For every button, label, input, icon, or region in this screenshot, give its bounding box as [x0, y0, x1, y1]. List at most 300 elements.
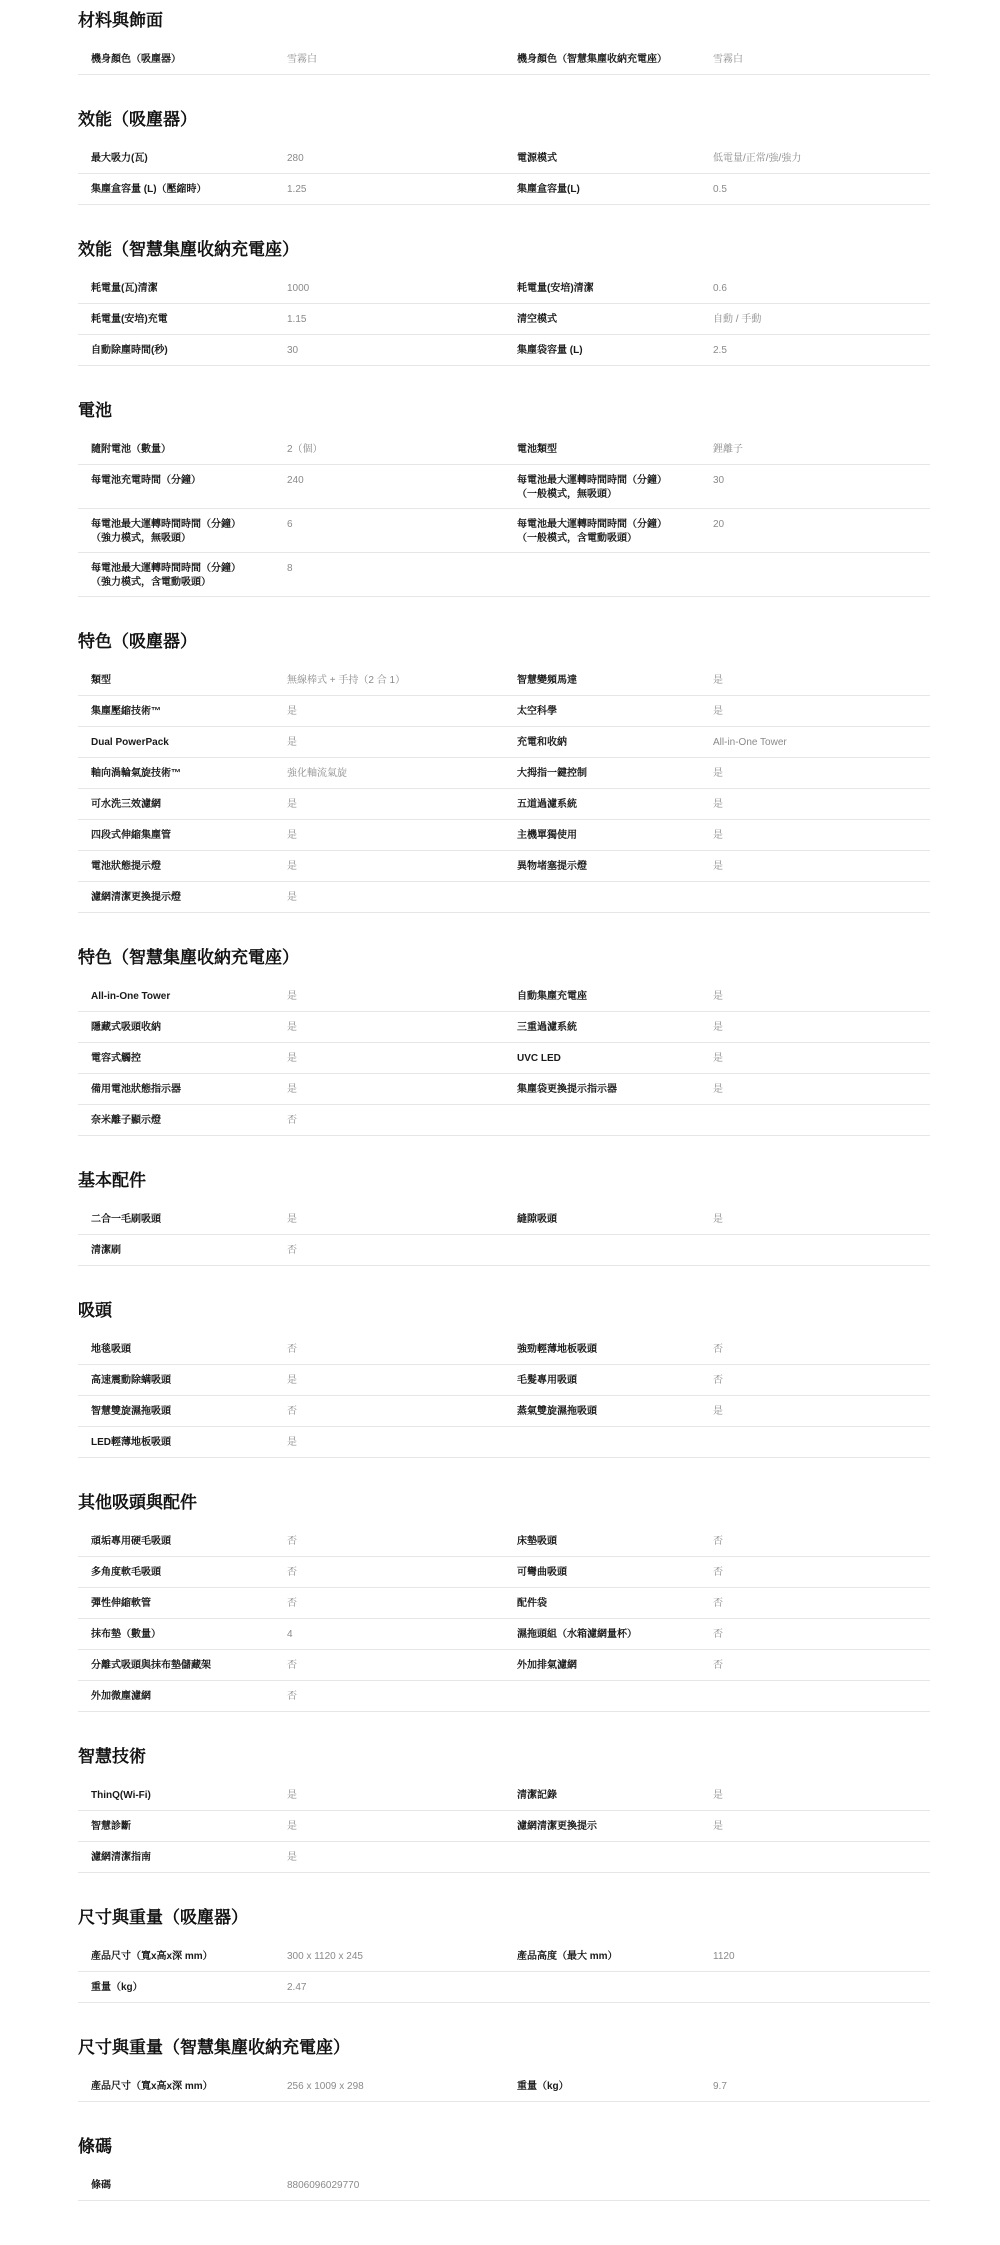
- spec-section: [78, 1903, 930, 2003]
- spec-item: [78, 344, 504, 359]
- spec-label: 五道過濾系統: [517, 799, 577, 810]
- spec-label: 集塵盒容量 (L)（壓縮時）: [91, 184, 207, 195]
- spec-value: 1.25: [287, 184, 307, 195]
- spec-label: 集塵盒容量(L): [517, 184, 580, 195]
- spec-item: [504, 53, 930, 68]
- spec-label: All-in-One Tower: [91, 991, 171, 1002]
- spec-item: [504, 1083, 930, 1098]
- spec-value: 是: [287, 1821, 297, 1832]
- spec-label: 條碼: [91, 2180, 111, 2191]
- spec-item: [504, 474, 930, 502]
- spec-value: 是: [713, 1790, 723, 1801]
- spec-row: [78, 434, 930, 465]
- spec-value: 否: [287, 1245, 297, 1256]
- spec-value: 是: [287, 830, 297, 841]
- spec-row: [78, 696, 930, 727]
- spec-label: 自動集塵充電座: [517, 991, 587, 1002]
- spec-value: 是: [287, 799, 297, 810]
- spec-label: 智慧變頻馬達: [517, 675, 577, 686]
- spec-label: 異物堵塞提示燈: [517, 861, 587, 872]
- spec-item: [78, 1950, 504, 1965]
- spec-value: 是: [713, 1053, 723, 1064]
- spec-item: [504, 562, 930, 590]
- section-title: 電池: [78, 401, 112, 420]
- spec-item: [78, 443, 504, 458]
- spec-value: 4: [287, 1629, 293, 1640]
- spec-value: 是: [713, 861, 723, 872]
- spec-label: 清潔記錄: [517, 1790, 557, 1801]
- spec-value: 是: [713, 1406, 723, 1417]
- spec-value: 1.15: [287, 314, 307, 325]
- spec-value: 是: [713, 991, 723, 1002]
- spec-label: 隨附電池（數量）: [91, 444, 171, 455]
- spec-value: 是: [713, 799, 723, 810]
- spec-row: [78, 981, 930, 1012]
- spec-item: [504, 1374, 930, 1389]
- spec-item: [504, 2179, 930, 2194]
- spec-label: [504, 1981, 713, 1996]
- spec-value: 是: [713, 768, 723, 779]
- spec-section: [78, 2132, 930, 2201]
- spec-row: [78, 1334, 930, 1365]
- spec-value: 否: [287, 1536, 297, 1547]
- spec-item: [504, 674, 930, 689]
- spec-item: [78, 829, 504, 844]
- spec-item: [504, 2080, 930, 2095]
- spec-item: [78, 313, 504, 328]
- spec-item: [78, 1213, 504, 1228]
- spec-item: [78, 1374, 504, 1389]
- spec-section: [78, 396, 930, 597]
- spec-value: 否: [287, 1344, 297, 1355]
- section-title: 吸頭: [78, 1301, 112, 1320]
- spec-item: [78, 518, 504, 546]
- spec-label: 每電池最大運轉時間時間（分鐘） （強力模式，無吸頭）: [91, 519, 241, 544]
- spec-item: [78, 1851, 504, 1866]
- spec-item: [504, 767, 930, 782]
- spec-label: 機身顏色（吸塵器）: [91, 54, 181, 65]
- spec-label: 清潔刷: [91, 1245, 121, 1256]
- spec-label: 機身顏色（智慧集塵收納充電座）: [517, 54, 667, 65]
- spec-value: 是: [287, 1375, 297, 1386]
- spec-value: 30: [713, 475, 725, 486]
- spec-label: 三重過濾系統: [517, 1022, 577, 1033]
- spec-row: [78, 273, 930, 304]
- spec-label: ThinQ(Wi-Fi): [91, 1790, 151, 1801]
- spec-label: 外加排氣濾網: [517, 1660, 577, 1671]
- spec-section: [78, 943, 930, 1136]
- spec-row: [78, 44, 930, 75]
- spec-value: 是: [713, 830, 723, 841]
- spec-row: [78, 553, 930, 597]
- spec-value: 低電量/正常/強/強力: [713, 153, 802, 164]
- section-title: 效能（吸塵器）: [78, 110, 197, 129]
- spec-row: [78, 1427, 930, 1458]
- spec-label: 重量（kg）: [91, 1982, 143, 1993]
- spec-value: 否: [713, 1660, 723, 1671]
- spec-label: 分離式吸頭與抹布墊儲藏架: [91, 1660, 211, 1671]
- spec-section: [78, 2033, 930, 2102]
- spec-value: 否: [713, 1536, 723, 1547]
- spec-row: [78, 1526, 930, 1557]
- spec-label: 清空模式: [517, 314, 557, 325]
- spec-item: [504, 1052, 930, 1067]
- spec-value: 20: [713, 519, 725, 530]
- spec-value: 0.6: [713, 283, 727, 294]
- spec-label: UVC LED: [517, 1053, 561, 1064]
- spec-row: [78, 820, 930, 851]
- spec-value: 是: [287, 861, 297, 872]
- spec-item: [504, 282, 930, 297]
- spec-label: 大拇指一鍵控制: [517, 768, 587, 779]
- spec-label: 濾網清潔更換提示: [517, 1821, 597, 1832]
- spec-item: [504, 1597, 930, 1612]
- spec-value: 是: [287, 1852, 297, 1863]
- spec-value: 是: [287, 991, 297, 1002]
- spec-value: 否: [287, 1660, 297, 1671]
- spec-section: [78, 1742, 930, 1873]
- spec-item: [78, 891, 504, 906]
- spec-label: 備用電池狀態指示器: [91, 1084, 181, 1095]
- spec-value: 是: [713, 675, 723, 686]
- spec-item: [78, 990, 504, 1005]
- spec-value: 是: [713, 1214, 723, 1225]
- spec-value: 否: [287, 1598, 297, 1609]
- spec-item: [78, 1659, 504, 1674]
- spec-table: [78, 1334, 930, 1458]
- spec-row: [78, 335, 930, 366]
- spec-label: 太空科學: [517, 706, 557, 717]
- spec-label: 重量（kg）: [517, 2081, 569, 2092]
- spec-item: [504, 1659, 930, 1674]
- spec-label: 地毯吸頭: [91, 1344, 131, 1355]
- spec-item: [78, 1436, 504, 1451]
- spec-value: 是: [287, 706, 297, 717]
- spec-row: [78, 304, 930, 335]
- spec-row: [78, 1074, 930, 1105]
- spec-label: 軸向渦輪氣旋技術™: [91, 768, 181, 779]
- spec-value: All-in-One Tower: [713, 737, 787, 748]
- spec-row: [78, 143, 930, 174]
- spec-item: [504, 1820, 930, 1835]
- section-title: 條碼: [78, 2137, 112, 2156]
- spec-item: [78, 798, 504, 813]
- spec-row: [78, 2071, 930, 2102]
- spec-item: [504, 518, 930, 546]
- spec-page: [0, 6, 1000, 2201]
- spec-row: [78, 2170, 930, 2201]
- spec-row: [78, 1842, 930, 1873]
- spec-label: 四段式伸縮集塵管: [91, 830, 171, 841]
- spec-value: 否: [713, 1629, 723, 1640]
- spec-item: [78, 1083, 504, 1098]
- section-title: 特色（智慧集塵收納充電座）: [78, 948, 299, 967]
- spec-value: 是: [287, 892, 297, 903]
- spec-item: [78, 53, 504, 68]
- spec-value: 1120: [713, 1951, 735, 1962]
- spec-item: [78, 1052, 504, 1067]
- spec-value: 是: [287, 1790, 297, 1801]
- spec-label: LED輕薄地板吸頭: [91, 1437, 171, 1448]
- spec-label: [504, 562, 713, 590]
- spec-label: 強勁輕薄地板吸頭: [517, 1344, 597, 1355]
- spec-row: [78, 1043, 930, 1074]
- spec-label: 隱藏式吸頭收納: [91, 1022, 161, 1033]
- spec-value: 是: [287, 1214, 297, 1225]
- spec-value: 否: [287, 1406, 297, 1417]
- spec-value: 雪霧白: [287, 54, 317, 65]
- spec-item: [504, 152, 930, 167]
- spec-row: [78, 1811, 930, 1842]
- spec-item: [78, 1597, 504, 1612]
- spec-value: 是: [713, 1022, 723, 1033]
- spec-item: [78, 152, 504, 167]
- spec-item: [504, 1566, 930, 1581]
- spec-value: 是: [713, 1821, 723, 1832]
- spec-section: [78, 627, 930, 913]
- spec-value: 否: [713, 1567, 723, 1578]
- spec-row: [78, 1396, 930, 1427]
- spec-table: [78, 2071, 930, 2102]
- spec-item: [504, 1405, 930, 1420]
- spec-section: [78, 1488, 930, 1712]
- spec-value: 240: [287, 475, 304, 486]
- spec-label: 集塵袋更換提示指示器: [517, 1084, 617, 1095]
- spec-label: 抹布墊（數量）: [91, 1629, 161, 1640]
- spec-value: 8: [287, 563, 293, 574]
- spec-item: [504, 1436, 930, 1451]
- spec-label: 每電池最大運轉時間時間（分鐘） （強力模式，含電動吸頭）: [91, 563, 241, 588]
- section-title: 尺寸與重量（智慧集塵收納充電座）: [78, 2038, 350, 2057]
- spec-row: [78, 1105, 930, 1136]
- spec-item: [504, 1114, 930, 1129]
- spec-item: [504, 829, 930, 844]
- spec-label: 毛髮專用吸頭: [517, 1375, 577, 1386]
- spec-item: [78, 562, 504, 590]
- spec-value: 強化軸流氣旋: [287, 768, 347, 779]
- spec-label: 主機單獨使用: [517, 830, 577, 841]
- spec-item: [78, 1021, 504, 1036]
- spec-item: [78, 1820, 504, 1835]
- spec-label: 外加微塵濾網: [91, 1691, 151, 1702]
- spec-value: 2.5: [713, 345, 727, 356]
- spec-row: [78, 665, 930, 696]
- spec-value: 鋰離子: [713, 444, 743, 455]
- spec-item: [78, 705, 504, 720]
- spec-value: 是: [713, 706, 723, 717]
- spec-item: [504, 990, 930, 1005]
- spec-label: 可水洗三效濾網: [91, 799, 161, 810]
- spec-table: [78, 44, 930, 75]
- spec-table: [78, 2170, 930, 2201]
- spec-label: 自動除塵時間(秒): [91, 345, 168, 356]
- spec-value: 280: [287, 153, 304, 164]
- spec-label: [504, 1114, 713, 1129]
- spec-section: [78, 235, 930, 366]
- spec-item: [78, 1244, 504, 1259]
- spec-row: [78, 1780, 930, 1811]
- spec-label: 縫隙吸頭: [517, 1214, 557, 1225]
- spec-item: [504, 1789, 930, 1804]
- spec-table: [78, 143, 930, 205]
- spec-item: [78, 1114, 504, 1129]
- spec-label: 多角度軟毛吸頭: [91, 1567, 161, 1578]
- spec-item: [78, 674, 504, 689]
- spec-value: 無線棒式 + 手持（2 合 1）: [287, 675, 406, 686]
- spec-label: [504, 1690, 713, 1705]
- spec-label: 濾網清潔指南: [91, 1852, 151, 1863]
- spec-row: [78, 789, 930, 820]
- spec-item: [78, 1343, 504, 1358]
- spec-item: [504, 1213, 930, 1228]
- spec-row: [78, 1619, 930, 1650]
- spec-item: [78, 474, 504, 502]
- section-title: 其他吸頭與配件: [78, 1493, 197, 1512]
- spec-item: [78, 1535, 504, 1550]
- spec-item: [78, 860, 504, 875]
- spec-item: [504, 1981, 930, 1996]
- spec-label: 頑垢專用硬毛吸頭: [91, 1536, 171, 1547]
- spec-label: [504, 2179, 713, 2194]
- spec-section: [78, 6, 930, 75]
- spec-label: 蒸氣雙旋濕拖吸頭: [517, 1406, 597, 1417]
- spec-item: [504, 1628, 930, 1643]
- spec-row: [78, 1204, 930, 1235]
- spec-label: 每電池充電時間（分鐘）: [91, 475, 201, 486]
- section-title: 尺寸與重量（吸塵器）: [78, 1908, 248, 1927]
- spec-section: [78, 1296, 930, 1458]
- spec-table: [78, 1204, 930, 1266]
- spec-label: 可彎曲吸頭: [517, 1567, 567, 1578]
- spec-item: [504, 1950, 930, 1965]
- spec-item: [504, 344, 930, 359]
- spec-table: [78, 434, 930, 597]
- spec-label: 最大吸力(瓦): [91, 153, 148, 164]
- spec-label: [504, 1244, 713, 1259]
- spec-label: 彈性伸縮軟管: [91, 1598, 151, 1609]
- spec-value: 否: [287, 1115, 297, 1126]
- spec-value: 是: [287, 1437, 297, 1448]
- spec-value: 否: [287, 1567, 297, 1578]
- spec-item: [78, 767, 504, 782]
- spec-item: [504, 1244, 930, 1259]
- spec-section: [78, 105, 930, 205]
- spec-item: [504, 313, 930, 328]
- spec-label: 產品尺寸（寬x高x深 mm）: [91, 2081, 213, 2092]
- spec-value: 300 x 1120 x 245: [287, 1951, 363, 1962]
- spec-label: 二合一毛刷吸頭: [91, 1214, 161, 1225]
- spec-row: [78, 1972, 930, 2003]
- spec-item: [504, 1690, 930, 1705]
- spec-label: Dual PowerPack: [91, 737, 169, 748]
- spec-item: [504, 1535, 930, 1550]
- spec-row: [78, 758, 930, 789]
- spec-label: 電容式觸控: [91, 1053, 141, 1064]
- spec-item: [78, 2179, 504, 2194]
- spec-label: [504, 1436, 713, 1451]
- spec-value: 2（個）: [287, 444, 323, 455]
- spec-label: 充電和收納: [517, 737, 567, 748]
- spec-item: [78, 183, 504, 198]
- spec-row: [78, 1557, 930, 1588]
- spec-item: [78, 1981, 504, 1996]
- spec-value: 1000: [287, 283, 310, 294]
- spec-value: 是: [287, 737, 297, 748]
- spec-item: [78, 282, 504, 297]
- spec-item: [504, 1343, 930, 1358]
- spec-item: [78, 2080, 504, 2095]
- spec-row: [78, 1235, 930, 1266]
- spec-label: 高速震動除螨吸頭: [91, 1375, 171, 1386]
- spec-value: 是: [713, 1084, 723, 1095]
- spec-item: [504, 891, 930, 906]
- section-title: 效能（智慧集塵收納充電座）: [78, 240, 299, 259]
- spec-label: 耗電量(安培)充電: [91, 314, 168, 325]
- spec-table: [78, 1780, 930, 1873]
- spec-label: 每電池最大運轉時間時間（分鐘） （一般模式，含電動吸頭）: [517, 519, 667, 544]
- spec-table: [78, 1526, 930, 1712]
- spec-item: [504, 736, 930, 751]
- spec-table: [78, 1941, 930, 2003]
- spec-row: [78, 1012, 930, 1043]
- spec-label: 耗電量(安培)清潔: [517, 283, 594, 294]
- spec-value: 6: [287, 519, 293, 530]
- spec-item: [78, 1690, 504, 1705]
- spec-label: 產品高度（最大 mm）: [517, 1951, 618, 1962]
- spec-item: [504, 443, 930, 458]
- spec-row: [78, 465, 930, 509]
- spec-row: [78, 1650, 930, 1681]
- spec-value: 否: [713, 1344, 723, 1355]
- spec-table: [78, 665, 930, 913]
- spec-label: 智慧診斷: [91, 1821, 131, 1832]
- spec-value: 256 x 1009 x 298: [287, 2081, 364, 2092]
- spec-item: [78, 1405, 504, 1420]
- spec-value: 9.7: [713, 2081, 727, 2092]
- spec-label: [504, 1851, 713, 1866]
- spec-table: [78, 273, 930, 366]
- spec-label: 產品尺寸（寬x高x深 mm）: [91, 1951, 213, 1962]
- spec-label: 耗電量(瓦)清潔: [91, 283, 158, 294]
- spec-section: [78, 1166, 930, 1266]
- spec-label: 床墊吸頭: [517, 1536, 557, 1547]
- spec-item: [78, 1789, 504, 1804]
- spec-item: [504, 1851, 930, 1866]
- spec-row: [78, 1681, 930, 1712]
- spec-label: 電池類型: [517, 444, 557, 455]
- spec-item: [78, 1566, 504, 1581]
- spec-label: 集塵壓縮技術™: [91, 706, 161, 717]
- spec-row: [78, 1941, 930, 1972]
- spec-row: [78, 509, 930, 553]
- spec-value: 雪霧白: [713, 54, 743, 65]
- spec-value: 自動 / 手動: [713, 314, 762, 325]
- spec-item: [504, 183, 930, 198]
- section-title: 特色（吸塵器）: [78, 632, 197, 651]
- spec-row: [78, 1365, 930, 1396]
- spec-row: [78, 851, 930, 882]
- spec-value: 否: [713, 1598, 723, 1609]
- spec-label: 濾網清潔更換提示燈: [91, 892, 181, 903]
- section-title: 材料與飾面: [78, 11, 163, 30]
- spec-value: 否: [287, 1691, 297, 1702]
- spec-label: 類型: [91, 675, 111, 686]
- spec-item: [78, 736, 504, 751]
- spec-item: [504, 798, 930, 813]
- spec-label: 奈米離子顯示燈: [91, 1115, 161, 1126]
- spec-value: 否: [713, 1375, 723, 1386]
- spec-item: [78, 1628, 504, 1643]
